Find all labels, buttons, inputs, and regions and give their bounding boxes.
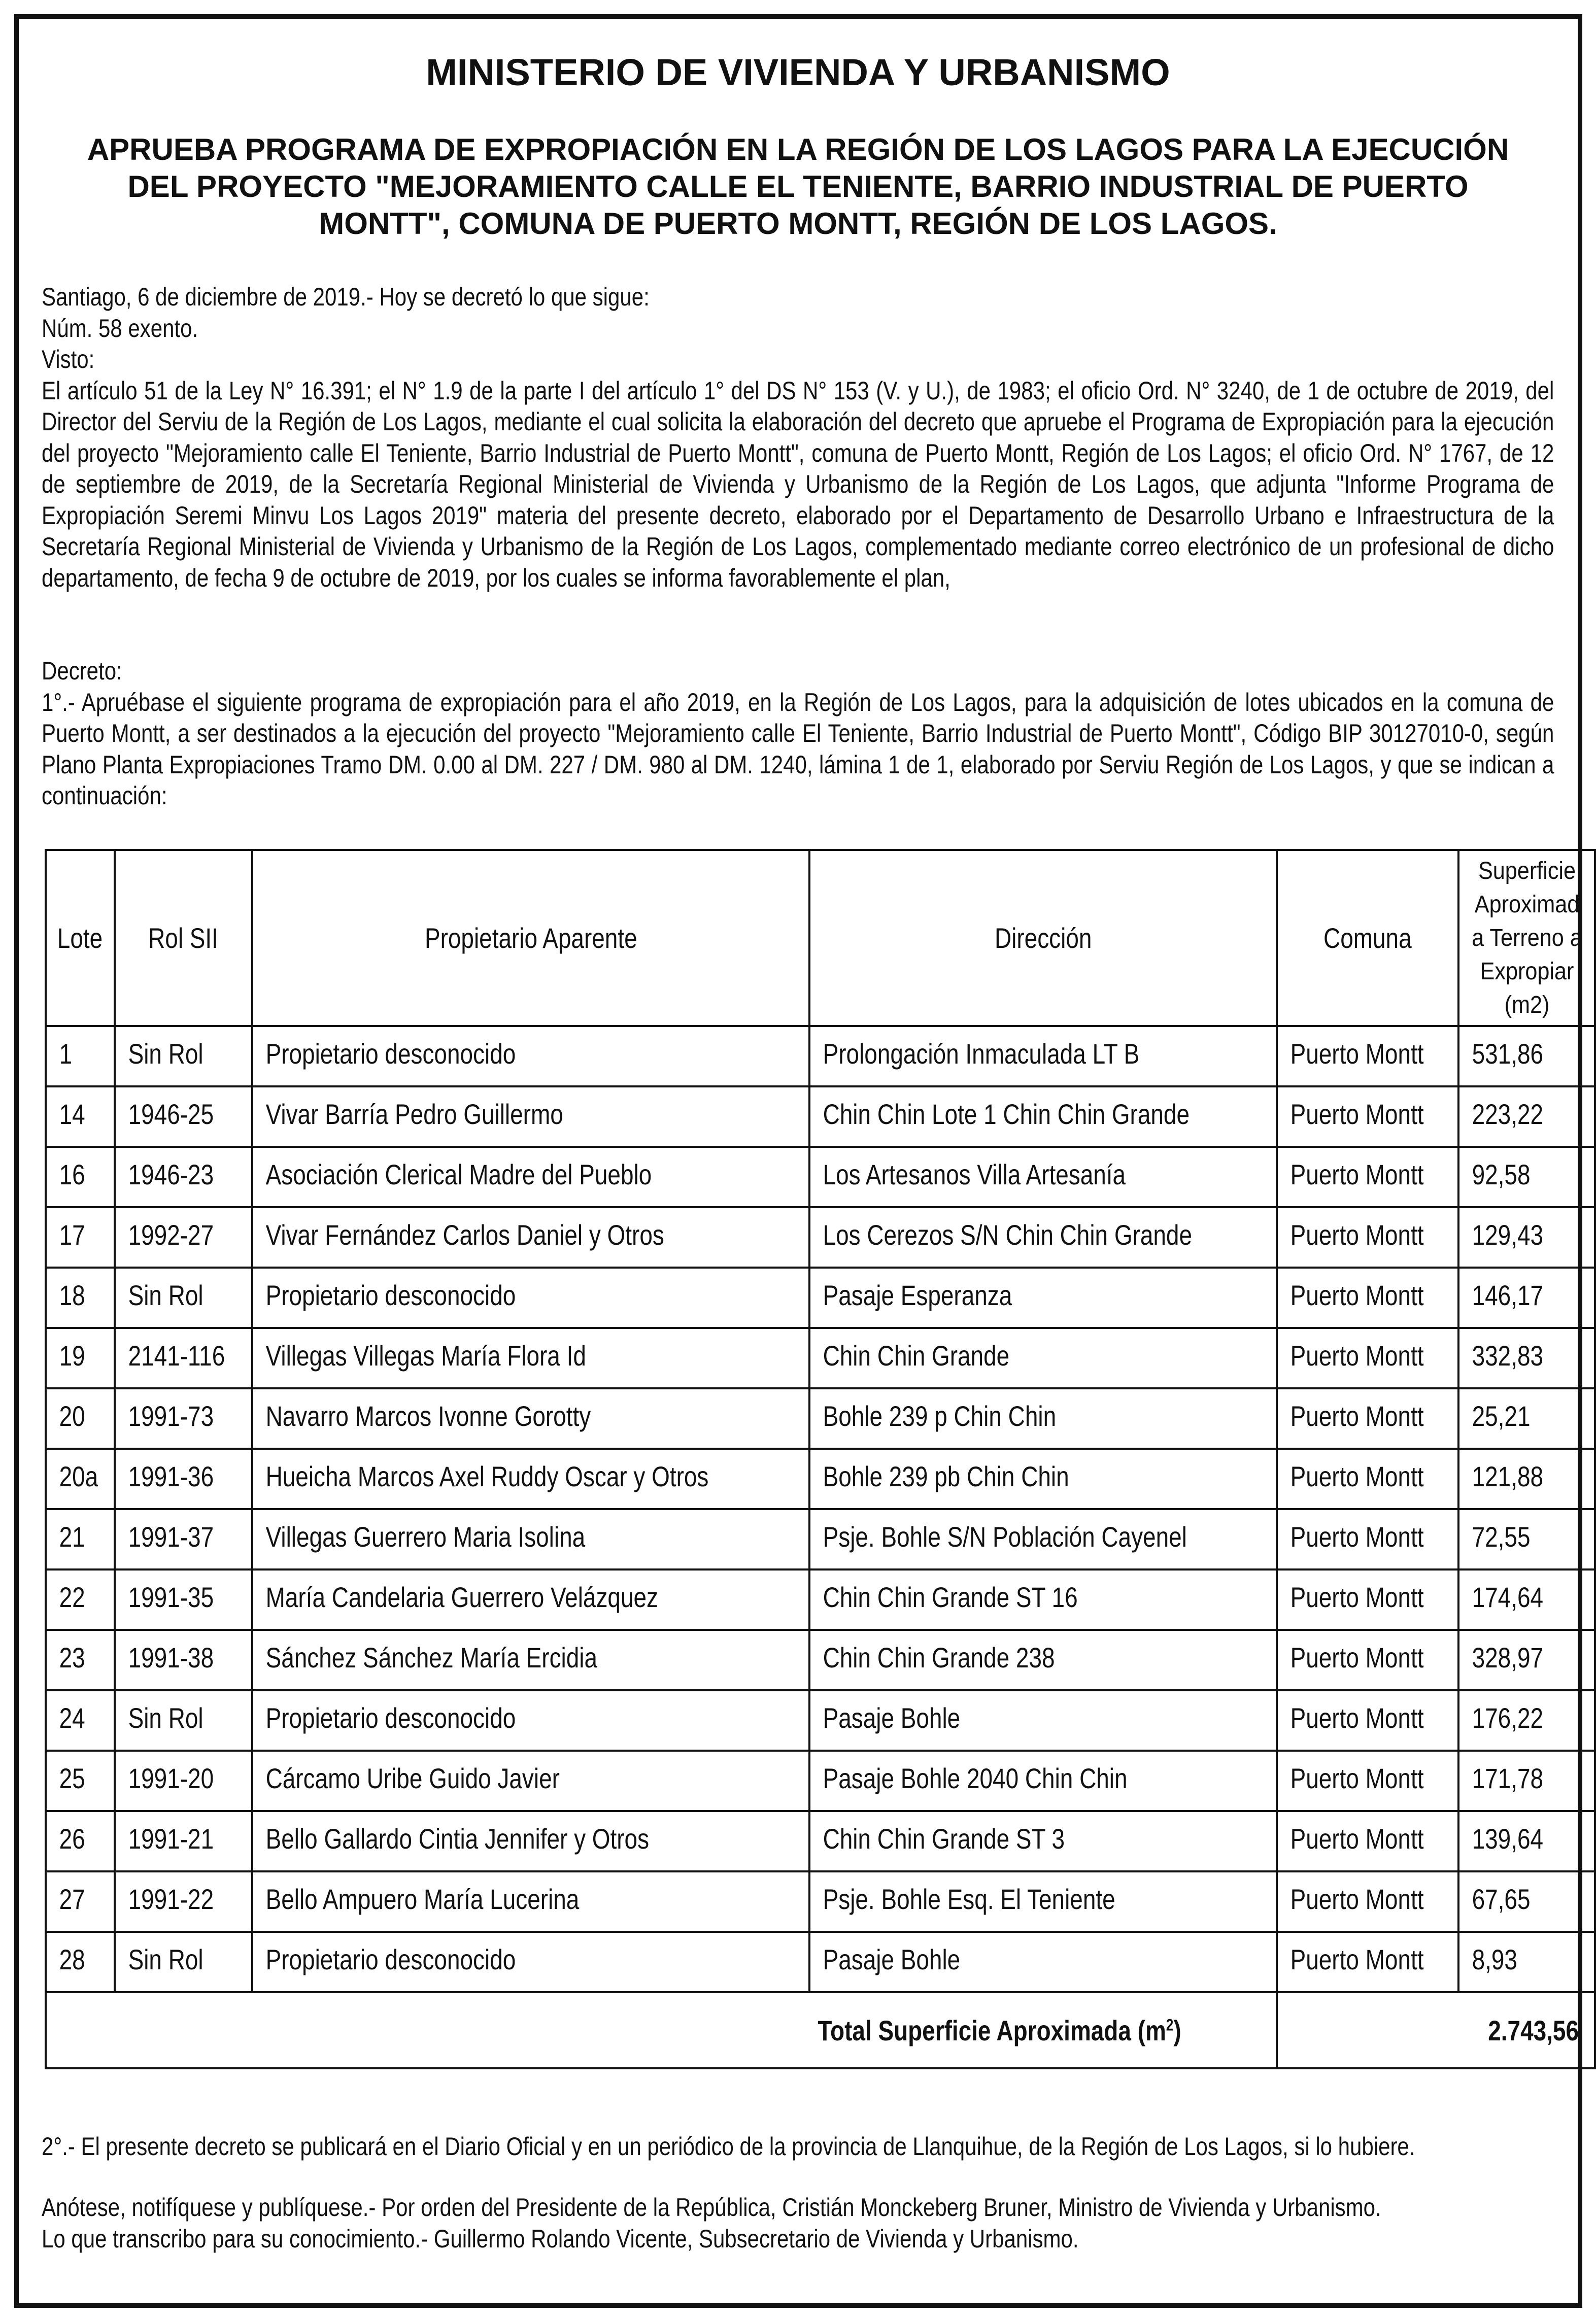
date-line: Santiago, 6 de diciembre de 2019.- Hoy se decretó lo que sigue: (42, 283, 650, 311)
cell-propietario: Navarro Marcos Ivonne Gorotty (252, 1388, 809, 1449)
cell-direccion: Chin Chin Grande 238 (809, 1630, 1277, 1690)
cell-propietario: Sánchez Sánchez María Ercidia (252, 1630, 809, 1690)
total-label: Total Superficie Aproximada $(m^2)$ (809, 1992, 1277, 2068)
decree-subtitle: APRUEBA PROGRAMA DE EXPROPIACIÓN EN LA REGIÓN DE LOS LAGOS PARA LA EJECUCIÓN DEL PROYECTO "MEJORAMIENTO CALLE EL TENIENTE, BARRIO INDUSTRIAL DE PUERTO MONTT", COMUNA DE PUERTO MONTT, REGIÓN DE LOS LAGOS. (87, 132, 1509, 241)
cell-lote: 1 (46, 1026, 115, 1086)
cell-comuna: Puerto Montt (1277, 1449, 1458, 1509)
cell-comuna: Puerto Montt (1277, 1569, 1458, 1630)
cell-superficie: 25,21 (1458, 1388, 1595, 1449)
cell-comuna: Puerto Montt (1277, 1932, 1458, 1992)
cell-direccion: Chin Chin Lote 1 Chin Chin Grande (809, 1086, 1277, 1147)
table-row (46, 1690, 1595, 1751)
cell-rol-sii: 1991-21 (115, 1811, 252, 1871)
table-row (46, 1569, 1595, 1630)
cell-superficie: 129,43 (1458, 1207, 1595, 1268)
table-row (46, 1026, 1595, 1086)
cell-direccion: Pasaje Bohle (809, 1932, 1277, 1992)
table-body (46, 1026, 1595, 1992)
cell-superficie: 146,17 (1458, 1268, 1595, 1328)
cell-propietario: Bello Gallardo Cintia Jennifer y Otros (252, 1811, 809, 1871)
cell-rol-sii: 1991-38 (115, 1630, 252, 1690)
header-superficie: Superficie Aproximad a Terreno a Expropiar (m2) (1458, 850, 1595, 1026)
table-row (46, 1147, 1595, 1207)
cell-rol-sii: Sin Rol (115, 1268, 252, 1328)
cell-propietario: Hueicha Marcos Axel Ruddy Oscar y Otros (252, 1449, 809, 1509)
cell-superficie: 531,86 (1458, 1026, 1595, 1086)
cell-comuna: Puerto Montt (1277, 1871, 1458, 1932)
header-propietario: Propietario Aparente (252, 850, 809, 1026)
table-row (46, 1328, 1595, 1388)
cell-superficie: 176,22 (1458, 1690, 1595, 1751)
table-header-row (46, 850, 1595, 1026)
table-row (46, 1207, 1595, 1268)
cell-comuna: Puerto Montt (1277, 1207, 1458, 1268)
header-rol: Rol SII (115, 850, 252, 1026)
visto-label: Visto: (42, 345, 95, 373)
cell-lote: 17 (46, 1207, 115, 1268)
cell-rol-sii: 1991-35 (115, 1569, 252, 1630)
cell-direccion: Chin Chin Grande ST 16 (809, 1569, 1277, 1630)
cell-propietario: Villegas Guerrero Maria Isolina (252, 1509, 809, 1569)
cell-direccion: Los Artesanos Villa Artesanía (809, 1147, 1277, 1207)
cell-direccion: Los Cerezos S/N Chin Chin Grande (809, 1207, 1277, 1268)
cell-propietario: Propietario desconocido (252, 1690, 809, 1751)
cell-comuna: Puerto Montt (1277, 1268, 1458, 1328)
ministry-title: MINISTERIO DE VIVIENDA Y URBANISMO (426, 51, 1170, 93)
total-value: 2.743,56 (1277, 1992, 1595, 2068)
cell-direccion: Psje. Bohle S/N Población Cayenel (809, 1509, 1277, 1569)
visto-text: El artículo 51 de la Ley N° 16.391; el N° 1.9 de la parte I del artículo 1° del DS N° 153 (V. y U.), de 1983; el oficio Ord. N° 3240, de 1 de octubre de 2019, del Director del Serviu de la Región de Los Lagos, mediante el cual solicita la elaboración del decreto que apruebe el Programa de Expropiación para la ejecución del proyecto "Mejoramiento calle El Teniente, Barrio Industrial de Puerto Montt", comuna de Puerto Montt, Región de Los Lagos; el oficio Ord. N° 1767, de 12 de septiembre de 2019, de la Secretaría Regional Ministerial de Vivienda y Urbanismo de la Región de Los Lagos, que adjunta "Informe Programa de Expropiación Seremi Minvu Los Lagos 2019" materia del presente decreto, elaborado por el Departamento de Desarrollo Urbano e Infraestructura de la Secretaría Regional Ministerial de Vivienda y Urbanismo de la Región de Los Lagos, complementado mediante correo electrónico de un profesional de dicho departamento, de fecha 9 de octubre de 2019, por los cuales se informa favorablemente el plan, (42, 376, 1554, 592)
cell-propietario: Propietario desconocido (252, 1026, 809, 1086)
table-row (46, 1086, 1595, 1147)
cell-lote: 20a (46, 1449, 115, 1509)
table-row (46, 1811, 1595, 1871)
cell-superficie: 171,78 (1458, 1751, 1595, 1811)
table-row (46, 1268, 1595, 1328)
table-row (46, 1932, 1595, 1992)
header-comuna: Comuna (1277, 850, 1458, 1026)
cell-superficie: 67,65 (1458, 1871, 1595, 1932)
cell-superficie: 139,64 (1458, 1811, 1595, 1871)
cell-propietario: Bello Ampuero María Lucerina (252, 1871, 809, 1932)
cell-lote: 26 (46, 1811, 115, 1871)
closing-transcription: Lo que transcribo para su conocimiento.- Guillermo Rolando Vicente, Subsecretario de Vivienda y Urbanismo. (42, 2224, 1079, 2253)
cell-superficie: 328,97 (1458, 1630, 1595, 1690)
cell-rol-sii: 2141-116 (115, 1328, 252, 1388)
decreto-label: Decreto: (42, 657, 122, 685)
cell-comuna: Puerto Montt (1277, 1690, 1458, 1751)
cell-propietario: Asociación Clerical Madre del Pueblo (252, 1147, 809, 1207)
cell-lote: 21 (46, 1509, 115, 1569)
cell-rol-sii: 1991-22 (115, 1871, 252, 1932)
cell-propietario: Villegas Villegas María Flora Id (252, 1328, 809, 1388)
table-row (46, 1449, 1595, 1509)
cell-propietario: Vivar Fernández Carlos Daniel y Otros (252, 1207, 809, 1268)
cell-propietario: Cárcamo Uribe Guido Javier (252, 1751, 809, 1811)
article-2: 2°.- El presente decreto se publicará en el Diario Oficial y en un periódico de la provincia de Llanquihue, de la Región de Los Lagos, si lo hubiere. (42, 2132, 1415, 2161)
cell-direccion: Pasaje Bohle (809, 1690, 1277, 1751)
cell-direccion: Psje. Bohle Esq. El Teniente (809, 1871, 1277, 1932)
table-row (46, 1871, 1595, 1932)
cell-rol-sii: Sin Rol (115, 1690, 252, 1751)
cell-direccion: Pasaje Bohle 2040 Chin Chin (809, 1751, 1277, 1811)
cell-lote: 28 (46, 1932, 115, 1992)
article-2-block (42, 2131, 1554, 2163)
table-row (46, 1630, 1595, 1690)
cell-propietario: María Candelaria Guerrero Velázquez (252, 1569, 809, 1630)
header-lote: Lote (46, 850, 115, 1026)
cell-superficie: 223,22 (1458, 1086, 1595, 1147)
cell-rol-sii: 1946-25 (115, 1086, 252, 1147)
cell-rol-sii: 1991-36 (115, 1449, 252, 1509)
cell-lote: 19 (46, 1328, 115, 1388)
cell-superficie: 8,93 (1458, 1932, 1595, 1992)
cell-direccion: Prolongación Inmaculada LT B (809, 1026, 1277, 1086)
cell-rol-sii: 1946-23 (115, 1147, 252, 1207)
cell-propietario: Propietario desconocido (252, 1268, 809, 1328)
cell-lote: 22 (46, 1569, 115, 1630)
cell-lote: 23 (46, 1630, 115, 1690)
cell-superficie: 121,88 (1458, 1449, 1595, 1509)
cell-comuna: Puerto Montt (1277, 1509, 1458, 1569)
cell-rol-sii: 1991-37 (115, 1509, 252, 1569)
total-row (46, 1992, 1595, 2068)
article-1: 1°.- Apruébase el siguiente programa de expropiación para el año 2019, en la Región de Los Lagos, para la adquisición de lotes ubicados en la comuna de Puerto Montt, a ser destinados a la ejecución del proyecto "Mejoramiento calle El Teniente, Barrio Industrial de Puerto Montt", Código BIP 30127010-0, según Plano Planta Expropiaciones Tramo DM. 0.00 al DM. 227 / DM. 980 al DM. 1240, lámina 1 de 1, elaborado por Serviu Región de Los Lagos, y que se indican a continuación: (42, 688, 1554, 810)
cell-comuna: Puerto Montt (1277, 1811, 1458, 1871)
cell-lote: 27 (46, 1871, 115, 1932)
cell-direccion: Bohle 239 p Chin Chin (809, 1388, 1277, 1449)
cell-comuna: Puerto Montt (1277, 1328, 1458, 1388)
cell-rol-sii: Sin Rol (115, 1932, 252, 1992)
cell-superficie: 72,55 (1458, 1509, 1595, 1569)
cell-rol-sii: 1992-27 (115, 1207, 252, 1268)
cell-comuna: Puerto Montt (1277, 1026, 1458, 1086)
cell-propietario: Propietario desconocido (252, 1932, 809, 1992)
expropriation-table (45, 849, 1596, 2069)
decree-section (42, 656, 1554, 812)
table-row (46, 1388, 1595, 1449)
decree-number: Núm. 58 exento. (42, 314, 198, 343)
cell-superficie: 332,83 (1458, 1328, 1595, 1388)
cell-comuna: Puerto Montt (1277, 1086, 1458, 1147)
header-direccion: Dirección (809, 850, 1277, 1026)
cell-rol-sii: 1991-20 (115, 1751, 252, 1811)
cell-lote: 25 (46, 1751, 115, 1811)
cell-lote: 18 (46, 1268, 115, 1328)
cell-rol-sii: 1991-73 (115, 1388, 252, 1449)
cell-comuna: Puerto Montt (1277, 1630, 1458, 1690)
cell-superficie: 174,64 (1458, 1569, 1595, 1630)
cell-comuna: Puerto Montt (1277, 1388, 1458, 1449)
cell-direccion: Pasaje Esperanza (809, 1268, 1277, 1328)
cell-superficie: 92,58 (1458, 1147, 1595, 1207)
cell-comuna: Puerto Montt (1277, 1147, 1458, 1207)
closing-order: Anótese, notifíquese y publíquese.- Por orden del Presidente de la República, Cristián Monckeberg Bruner, Ministro de Vivienda y Urbanismo. (42, 2193, 1381, 2222)
cell-lote: 14 (46, 1086, 115, 1147)
cell-rol-sii: Sin Rol (115, 1026, 252, 1086)
cell-direccion: Chin Chin Grande ST 3 (809, 1811, 1277, 1871)
cell-comuna: Puerto Montt (1277, 1751, 1458, 1811)
closing-block (42, 2192, 1554, 2255)
preamble (42, 282, 1554, 594)
cell-direccion: Bohle 239 pb Chin Chin (809, 1449, 1277, 1509)
table-row (46, 1751, 1595, 1811)
cell-direccion: Chin Chin Grande (809, 1328, 1277, 1388)
cell-lote: 16 (46, 1147, 115, 1207)
table-row (46, 1509, 1595, 1569)
cell-propietario: Vivar Barría Pedro Guillermo (252, 1086, 809, 1147)
cell-lote: 24 (46, 1690, 115, 1751)
cell-lote: 20 (46, 1388, 115, 1449)
